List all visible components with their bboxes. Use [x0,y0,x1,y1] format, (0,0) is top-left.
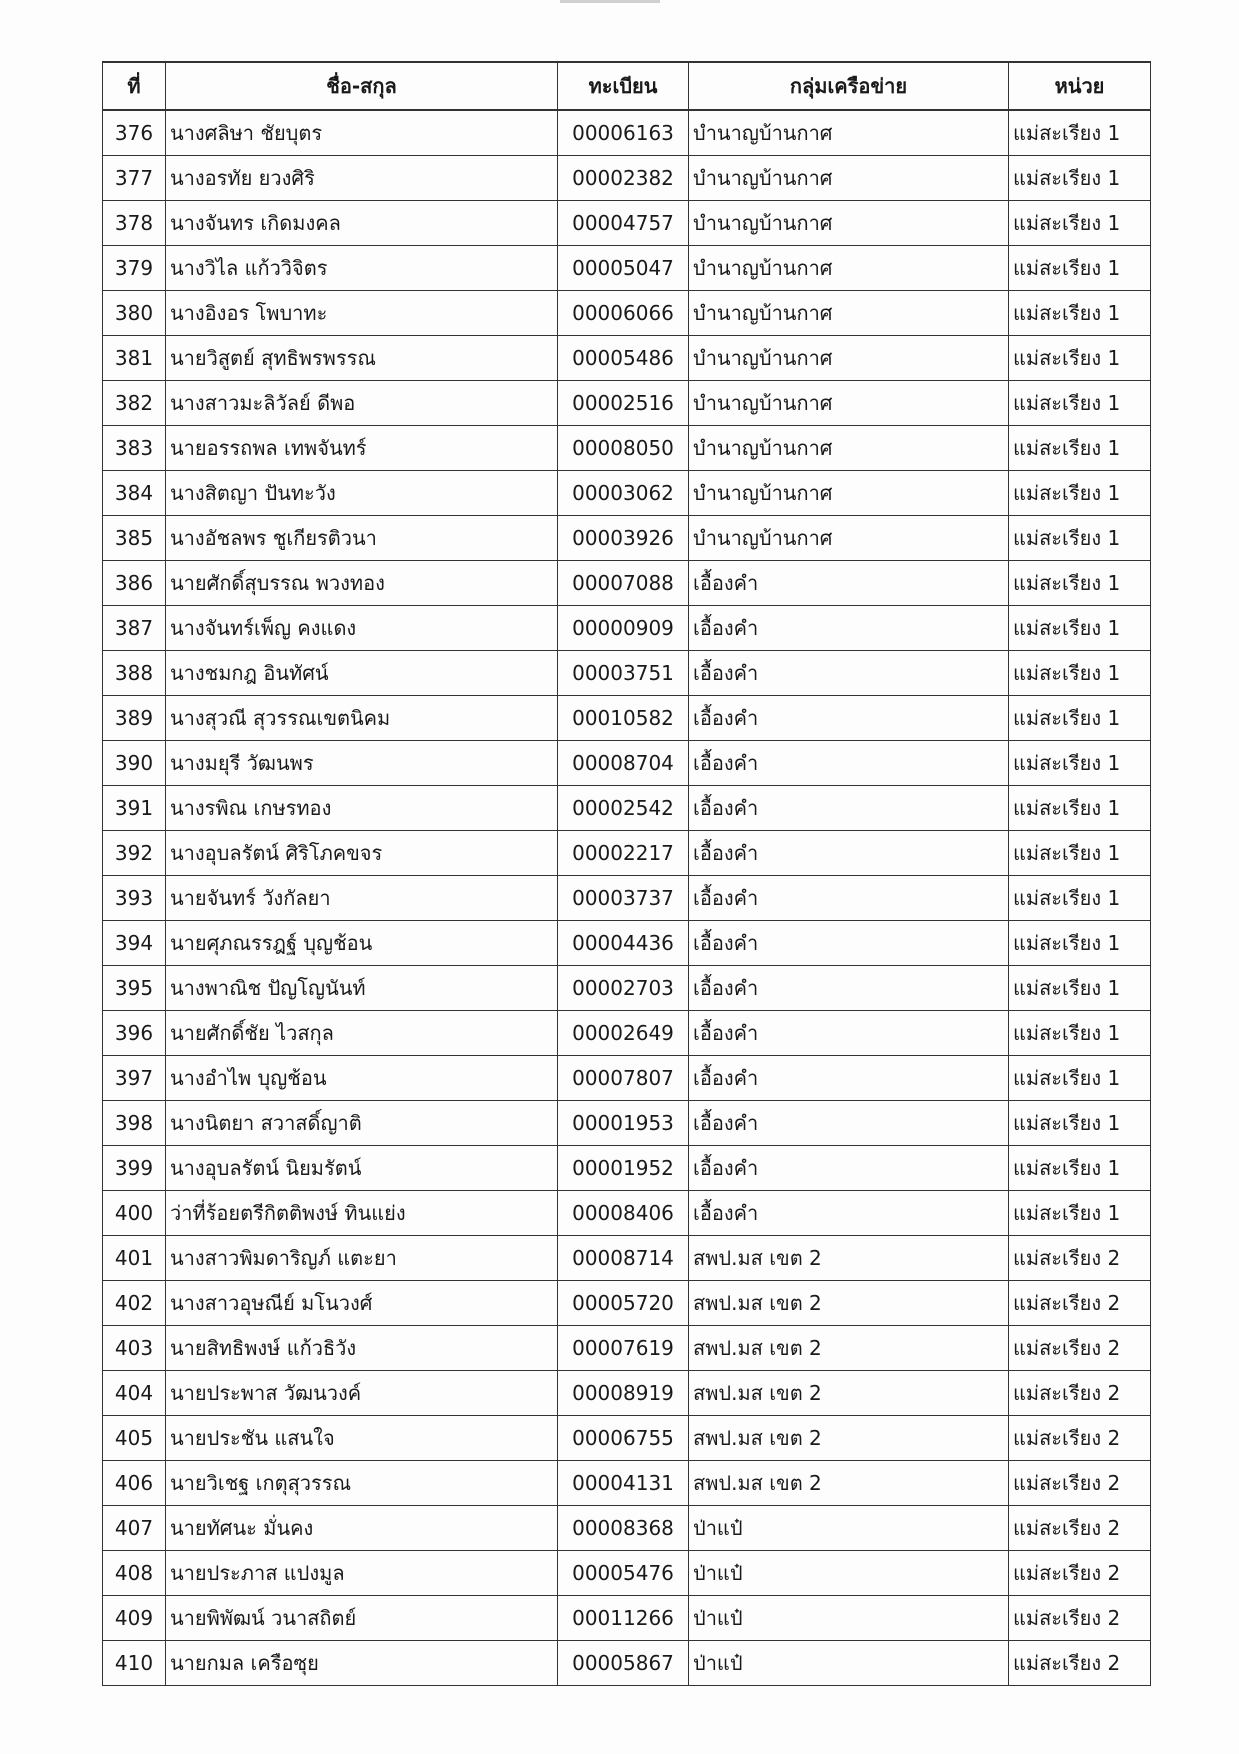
table-row [103,1281,1151,1326]
cell-name: นางนิตยา สวาสดิ์ญาติ [166,1101,558,1146]
cell-network-group: ป่าแป๋ [689,1551,1009,1596]
cell-registration: 00000909 [558,606,689,651]
table-row [103,1641,1151,1686]
cell-network-group: เอื้องคำ [689,741,1009,786]
cell-no: 398 [103,1101,166,1146]
cell-network-group: เอื้องคำ [689,921,1009,966]
cell-name: นายพิพัฒน์ วนาสถิตย์ [166,1596,558,1641]
cell-unit: แม่สะเรียง 1 [1009,156,1151,201]
table-row [103,1056,1151,1101]
cell-unit: แม่สะเรียง 1 [1009,426,1151,471]
cell-name: นางพาณิช ปัญโญนันท์ [166,966,558,1011]
table-row [103,1371,1151,1416]
cell-network-group: บำนาญบ้านกาศ [689,336,1009,381]
cell-unit: แม่สะเรียง 2 [1009,1326,1151,1371]
cell-unit: แม่สะเรียง 1 [1009,876,1151,921]
cell-name: นายประชัน แสนใจ [166,1416,558,1461]
cell-network-group: เอื้องคำ [689,561,1009,606]
cell-registration: 00001953 [558,1101,689,1146]
scan-mark [560,0,660,3]
cell-no: 385 [103,516,166,561]
table-row [103,201,1151,246]
cell-no: 400 [103,1191,166,1236]
table-row [103,741,1151,786]
cell-unit: แม่สะเรียง 1 [1009,696,1151,741]
cell-network-group: ป่าแป๋ [689,1506,1009,1551]
cell-unit: แม่สะเรียง 1 [1009,966,1151,1011]
cell-name: นางศลิษา ชัยบุตร [166,110,558,156]
cell-network-group: บำนาญบ้านกาศ [689,246,1009,291]
cell-name: นายสิทธิพงษ์ แก้วธิวัง [166,1326,558,1371]
cell-network-group: ป่าแป๋ [689,1641,1009,1686]
cell-registration: 00003062 [558,471,689,516]
table-row [103,1326,1151,1371]
cell-unit: แม่สะเรียง 1 [1009,1101,1151,1146]
cell-network-group: สพป.มส เขต 2 [689,1416,1009,1461]
cell-network-group: บำนาญบ้านกาศ [689,291,1009,336]
table-row [103,291,1151,336]
table-row [103,921,1151,966]
cell-no: 397 [103,1056,166,1101]
table-row [103,876,1151,921]
cell-registration: 00003737 [558,876,689,921]
cell-network-group: เอื้องคำ [689,1056,1009,1101]
table-row [103,1146,1151,1191]
table-row [103,966,1151,1011]
cell-unit: แม่สะเรียง 1 [1009,291,1151,336]
cell-no: 405 [103,1416,166,1461]
cell-registration: 00006755 [558,1416,689,1461]
cell-name: นางอุบลรัตน์ นิยมรัตน์ [166,1146,558,1191]
cell-no: 394 [103,921,166,966]
header-network-group: กลุ่มเครือข่าย [689,62,1009,110]
cell-name: นางอรทัย ยวงศิริ [166,156,558,201]
cell-unit: แม่สะเรียง 2 [1009,1461,1151,1506]
table-row [103,381,1151,426]
cell-unit: แม่สะเรียง 1 [1009,606,1151,651]
cell-registration: 00004131 [558,1461,689,1506]
cell-network-group: บำนาญบ้านกาศ [689,426,1009,471]
cell-registration: 00007088 [558,561,689,606]
cell-network-group: สพป.มส เขต 2 [689,1236,1009,1281]
cell-name: นายกมล เครือซุย [166,1641,558,1686]
cell-name: นางสาวพิมดาริญภ์ แตะยา [166,1236,558,1281]
cell-name: นายจันทร์ วังกัลยา [166,876,558,921]
cell-unit: แม่สะเรียง 1 [1009,1011,1151,1056]
cell-unit: แม่สะเรียง 1 [1009,561,1151,606]
cell-registration: 00001952 [558,1146,689,1191]
cell-name: นางอุบลรัตน์ ศิริโภคขจร [166,831,558,876]
header-no: ที่ [103,62,166,110]
cell-name: นางอิงอร โพบาทะ [166,291,558,336]
cell-unit: แม่สะเรียง 1 [1009,201,1151,246]
cell-name: นายประภาส แปงมูล [166,1551,558,1596]
cell-unit: แม่สะเรียง 2 [1009,1416,1151,1461]
table-row [103,1101,1151,1146]
cell-network-group: เอื้องคำ [689,786,1009,831]
cell-unit: แม่สะเรียง 2 [1009,1281,1151,1326]
cell-network-group: บำนาญบ้านกาศ [689,471,1009,516]
table-row [103,651,1151,696]
cell-network-group: ป่าแป๋ [689,1596,1009,1641]
cell-registration: 00005867 [558,1641,689,1686]
cell-no: 391 [103,786,166,831]
cell-registration: 00005720 [558,1281,689,1326]
cell-network-group: เอื้องคำ [689,1146,1009,1191]
cell-unit: แม่สะเรียง 1 [1009,381,1151,426]
header-registration: ทะเบียน [558,62,689,110]
cell-no: 376 [103,110,166,156]
table-row [103,1236,1151,1281]
cell-no: 378 [103,201,166,246]
cell-unit: แม่สะเรียง 1 [1009,1056,1151,1101]
cell-name: นางอัชลพร ชูเกียรติวนา [166,516,558,561]
cell-unit: แม่สะเรียง 1 [1009,741,1151,786]
cell-no: 395 [103,966,166,1011]
cell-unit: แม่สะเรียง 1 [1009,651,1151,696]
cell-name: นางมยุรี วัฒนพร [166,741,558,786]
cell-network-group: สพป.มส เขต 2 [689,1281,1009,1326]
cell-name: นายประพาส วัฒนวงค์ [166,1371,558,1416]
cell-unit: แม่สะเรียง 2 [1009,1551,1151,1596]
cell-registration: 00002649 [558,1011,689,1056]
cell-registration: 00008050 [558,426,689,471]
cell-network-group: เอื้องคำ [689,606,1009,651]
cell-name: นายศักดิ์สุบรรณ พวงทอง [166,561,558,606]
cell-unit: แม่สะเรียง 1 [1009,516,1151,561]
cell-name: นางชมกฎ อินทัศน์ [166,651,558,696]
table-row [103,831,1151,876]
cell-unit: แม่สะเรียง 1 [1009,110,1151,156]
cell-registration: 00005476 [558,1551,689,1596]
cell-no: 384 [103,471,166,516]
cell-unit: แม่สะเรียง 1 [1009,471,1151,516]
cell-name: นายอรรถพล เทพจันทร์ [166,426,558,471]
cell-unit: แม่สะเรียง 1 [1009,921,1151,966]
cell-no: 389 [103,696,166,741]
cell-registration: 00010582 [558,696,689,741]
cell-registration: 00005486 [558,336,689,381]
cell-name: นายศุภณรรฎฐ์ บุญช้อน [166,921,558,966]
cell-name: นางวิไล แก้ววิจิตร [166,246,558,291]
cell-registration: 00002703 [558,966,689,1011]
cell-name: นายวิเชฐ เกตุสุวรรณ [166,1461,558,1506]
cell-unit: แม่สะเรียง 1 [1009,1191,1151,1236]
cell-name: นายทัศนะ มั่นคง [166,1506,558,1551]
cell-unit: แม่สะเรียง 1 [1009,336,1151,381]
cell-name: นายศักดิ์ชัย ไวสกุล [166,1011,558,1056]
cell-no: 380 [103,291,166,336]
cell-unit: แม่สะเรียง 2 [1009,1236,1151,1281]
table-row [103,516,1151,561]
cell-registration: 00007807 [558,1056,689,1101]
cell-no: 406 [103,1461,166,1506]
table-header-row [103,62,1151,110]
table-row [103,786,1151,831]
cell-unit: แม่สะเรียง 2 [1009,1596,1151,1641]
cell-name: ว่าที่ร้อยตรีกิตติพงษ์ ทินแย่ง [166,1191,558,1236]
cell-registration: 00006163 [558,110,689,156]
cell-unit: แม่สะเรียง 2 [1009,1641,1151,1686]
cell-registration: 00004436 [558,921,689,966]
cell-name: นางสาวมะลิวัลย์ ดีพอ [166,381,558,426]
cell-network-group: บำนาญบ้านกาศ [689,381,1009,426]
cell-name: นางสาวอุษณีย์ มโนวงศ์ [166,1281,558,1326]
cell-registration: 00003926 [558,516,689,561]
cell-registration: 00002382 [558,156,689,201]
table-row [103,1551,1151,1596]
cell-name: นางจันทร เกิดมงคล [166,201,558,246]
cell-unit: แม่สะเรียง 2 [1009,1506,1151,1551]
cell-registration: 00011266 [558,1596,689,1641]
table-row [103,606,1151,651]
cell-unit: แม่สะเรียง 1 [1009,786,1151,831]
cell-network-group: สพป.มส เขต 2 [689,1461,1009,1506]
table-row [103,1596,1151,1641]
cell-no: 379 [103,246,166,291]
cell-network-group: เอื้องคำ [689,831,1009,876]
table-row [103,246,1151,291]
cell-no: 381 [103,336,166,381]
table-row [103,696,1151,741]
table-row [103,1506,1151,1551]
cell-no: 383 [103,426,166,471]
cell-network-group: เอื้องคำ [689,1101,1009,1146]
cell-network-group: เอื้องคำ [689,651,1009,696]
cell-registration: 00002542 [558,786,689,831]
cell-no: 390 [103,741,166,786]
cell-name: นางสิตญา ปันทะวัง [166,471,558,516]
cell-registration: 00002516 [558,381,689,426]
cell-network-group: เอื้องคำ [689,876,1009,921]
cell-no: 399 [103,1146,166,1191]
cell-no: 407 [103,1506,166,1551]
cell-no: 382 [103,381,166,426]
header-name: ชื่อ-สกุล [166,62,558,110]
cell-name: นางสุวณี สุวรรณเขตนิคม [166,696,558,741]
cell-registration: 00005047 [558,246,689,291]
cell-network-group: บำนาญบ้านกาศ [689,156,1009,201]
cell-no: 408 [103,1551,166,1596]
cell-no: 409 [103,1596,166,1641]
cell-network-group: บำนาญบ้านกาศ [689,201,1009,246]
cell-no: 388 [103,651,166,696]
cell-network-group: เอื้องคำ [689,1011,1009,1056]
cell-registration: 00007619 [558,1326,689,1371]
cell-unit: แม่สะเรียง 1 [1009,831,1151,876]
cell-registration: 00008714 [558,1236,689,1281]
table-row [103,471,1151,516]
cell-no: 377 [103,156,166,201]
cell-unit: แม่สะเรียง 1 [1009,1146,1151,1191]
cell-no: 396 [103,1011,166,1056]
cell-network-group: สพป.มส เขต 2 [689,1326,1009,1371]
cell-registration: 00002217 [558,831,689,876]
cell-no: 386 [103,561,166,606]
cell-registration: 00008368 [558,1506,689,1551]
header-unit: หน่วย [1009,62,1151,110]
cell-network-group: เอื้องคำ [689,966,1009,1011]
cell-network-group: บำนาญบ้านกาศ [689,110,1009,156]
table-row [103,1416,1151,1461]
cell-network-group: บำนาญบ้านกาศ [689,516,1009,561]
cell-no: 410 [103,1641,166,1686]
cell-no: 393 [103,876,166,921]
cell-registration: 00003751 [558,651,689,696]
table-row [103,110,1151,156]
cell-no: 402 [103,1281,166,1326]
table-row [103,1011,1151,1056]
cell-network-group: สพป.มส เขต 2 [689,1371,1009,1416]
table-row [103,336,1151,381]
cell-name: นางอำไพ บุญช้อน [166,1056,558,1101]
cell-registration: 00004757 [558,201,689,246]
cell-unit: แม่สะเรียง 2 [1009,1371,1151,1416]
table-row [103,156,1151,201]
table-row [103,1191,1151,1236]
table-body [103,110,1151,1686]
cell-no: 387 [103,606,166,651]
table-row [103,561,1151,606]
table-row [103,426,1151,471]
table-row [103,1461,1151,1506]
cell-no: 401 [103,1236,166,1281]
cell-name: นางจันทร์เพ็ญ คงแดง [166,606,558,651]
cell-name: นางรพิณ เกษรทอง [166,786,558,831]
cell-name: นายวิสูตย์ สุทธิพรพรรณ [166,336,558,381]
cell-no: 404 [103,1371,166,1416]
cell-registration: 00006066 [558,291,689,336]
cell-network-group: เอื้องคำ [689,1191,1009,1236]
cell-no: 403 [103,1326,166,1371]
cell-registration: 00008704 [558,741,689,786]
member-table [102,61,1151,1686]
cell-unit: แม่สะเรียง 1 [1009,246,1151,291]
cell-no: 392 [103,831,166,876]
cell-registration: 00008919 [558,1371,689,1416]
cell-network-group: เอื้องคำ [689,696,1009,741]
cell-registration: 00008406 [558,1191,689,1236]
